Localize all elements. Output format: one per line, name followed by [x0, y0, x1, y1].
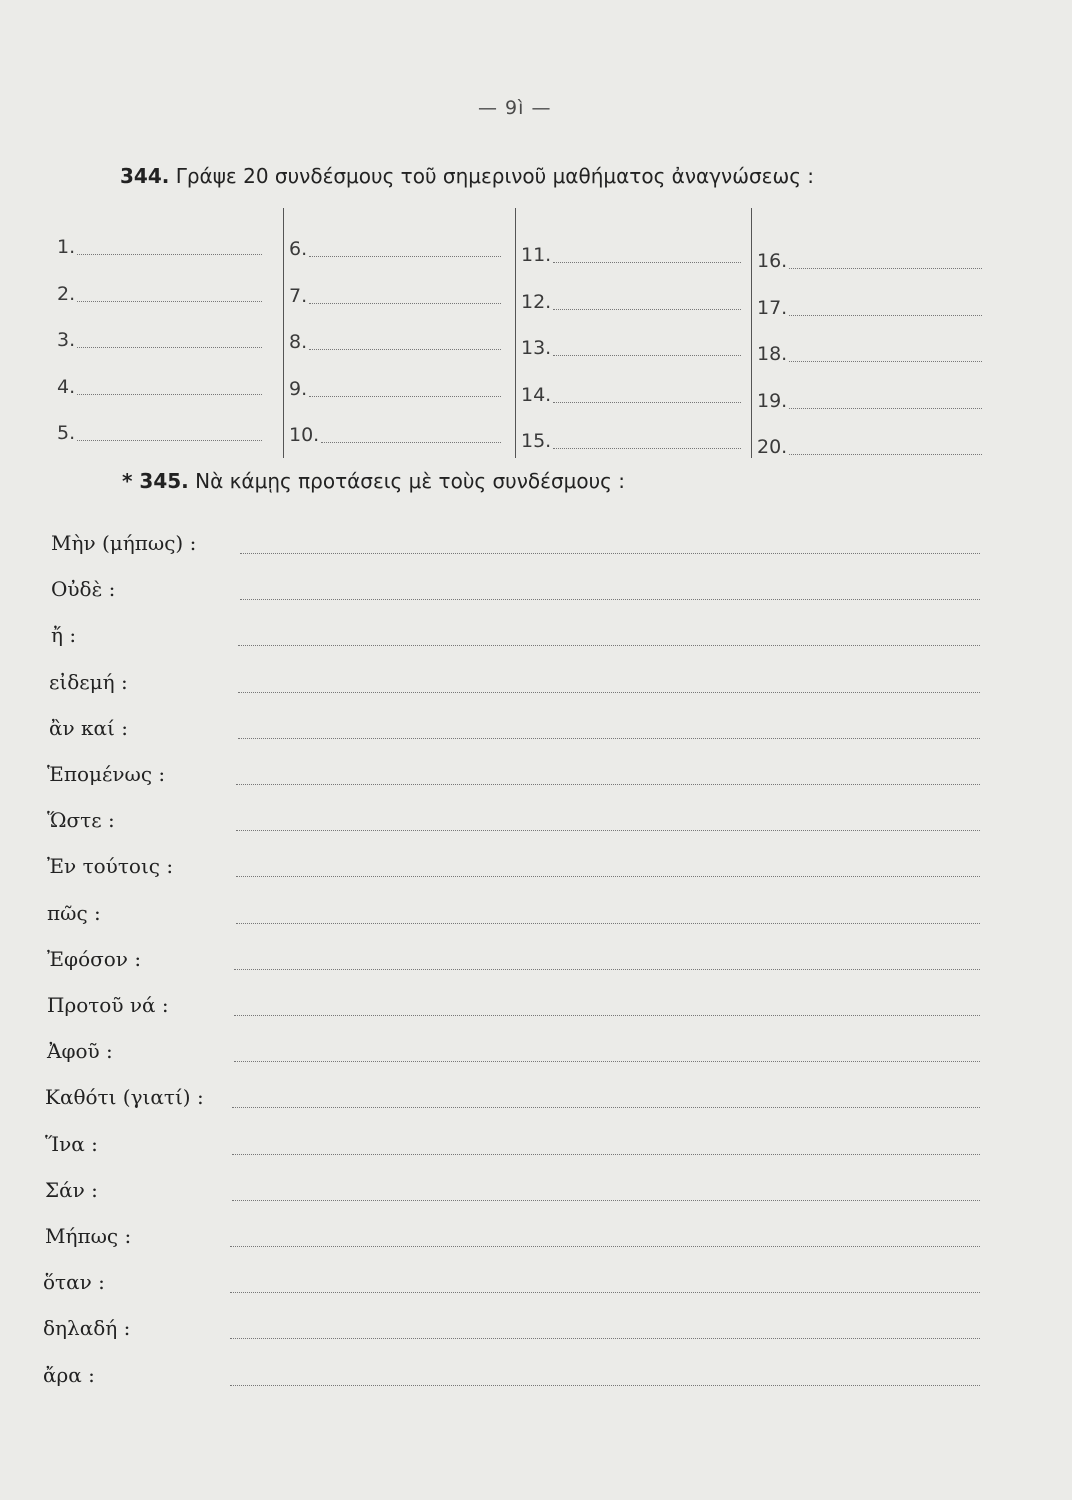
answer-blank[interactable]	[321, 442, 501, 443]
column-divider	[283, 208, 284, 458]
answer-row	[757, 382, 982, 412]
answer-number: 4.	[57, 376, 76, 398]
answer-number: 2.	[57, 283, 76, 305]
conjunction-label: εἰδεμή :	[49, 670, 128, 694]
answer-blank[interactable]	[789, 361, 982, 362]
sentence-blank[interactable]	[238, 738, 980, 739]
answer-blank[interactable]	[789, 408, 982, 409]
sentence-blank[interactable]	[238, 692, 980, 693]
answer-row	[757, 289, 982, 319]
sentence-blank[interactable]	[240, 599, 980, 600]
sentence-blank[interactable]	[230, 1246, 980, 1247]
answer-number: 7.	[289, 285, 308, 307]
sentence-blank[interactable]	[238, 645, 980, 646]
conjunction-label: Μήπως :	[45, 1224, 132, 1248]
answer-number: 1.	[57, 236, 76, 258]
conjunction-label: Καθότι (γιατί) :	[45, 1085, 204, 1109]
answer-row	[57, 321, 262, 351]
sentence-blank[interactable]	[232, 1154, 980, 1155]
sentence-row	[0, 1269, 1072, 1299]
conjunction-label: ὅταν :	[43, 1270, 105, 1294]
exercise-345-number: * 345.	[122, 469, 189, 493]
sentence-row	[0, 715, 1072, 745]
conjunction-label: Σάν :	[45, 1178, 98, 1202]
answer-row	[57, 275, 262, 305]
conjunction-label: δηλαδή :	[43, 1316, 131, 1340]
sentence-blank[interactable]	[236, 923, 980, 924]
answer-number: 8.	[289, 331, 308, 353]
answer-row	[521, 283, 741, 313]
answer-row	[289, 416, 501, 446]
answer-number: 18.	[757, 343, 788, 365]
answer-number: 10.	[289, 424, 320, 446]
sentence-row	[0, 761, 1072, 791]
answer-row	[57, 414, 262, 444]
answer-number: 5.	[57, 422, 76, 444]
answer-blank[interactable]	[553, 448, 741, 449]
answer-blank[interactable]	[789, 268, 982, 269]
sentence-row	[0, 576, 1072, 606]
answer-column	[521, 208, 741, 458]
sentence-blank[interactable]	[234, 1061, 980, 1062]
answer-number: 15.	[521, 430, 552, 452]
answer-blank[interactable]	[789, 315, 982, 316]
conjunction-label: Μὴν (μήπως) :	[51, 531, 197, 555]
sentence-row	[0, 1223, 1072, 1253]
exercise-344-instruction: Γράψε 20 συνδέσμους τοῦ σημερινοῦ μαθήματος ἀναγνώσεως :	[175, 164, 815, 188]
conjunction-label: Ἐφόσον :	[47, 947, 142, 971]
sentence-row	[0, 946, 1072, 976]
sentence-row	[0, 530, 1072, 560]
sentence-row	[0, 669, 1072, 699]
conjunction-label: Ἐν τούτοις :	[47, 854, 174, 878]
sentence-blank[interactable]	[230, 1292, 980, 1293]
answer-blank[interactable]	[553, 309, 741, 310]
sentence-blank[interactable]	[236, 784, 980, 785]
sentence-row	[0, 1177, 1072, 1207]
answer-blank[interactable]	[553, 402, 741, 403]
answer-number: 9.	[289, 378, 308, 400]
answer-row	[521, 376, 741, 406]
answer-column	[757, 208, 982, 458]
sentence-blank[interactable]	[230, 1338, 980, 1339]
answer-number: 12.	[521, 291, 552, 313]
answer-row	[57, 228, 262, 258]
conjunction-label: Ὥστε :	[47, 808, 115, 832]
sentence-blank[interactable]	[240, 553, 980, 554]
answer-blank[interactable]	[309, 303, 501, 304]
answer-row	[289, 277, 501, 307]
answer-blank[interactable]	[77, 347, 262, 348]
answer-number: 13.	[521, 337, 552, 359]
answer-row	[289, 230, 501, 260]
sentence-row	[0, 853, 1072, 883]
conjunction-label: Ἀφοῦ :	[47, 1039, 113, 1063]
sentence-row	[0, 900, 1072, 930]
sentence-blank[interactable]	[234, 1015, 980, 1016]
answer-number: 16.	[757, 250, 788, 272]
sentence-blank[interactable]	[232, 1107, 980, 1108]
answer-blank[interactable]	[77, 254, 262, 255]
answer-blank[interactable]	[309, 396, 501, 397]
answer-row	[289, 323, 501, 353]
conjunction-label: Προτοῦ νά :	[47, 993, 169, 1017]
sentence-row	[0, 992, 1072, 1022]
exercise-344-heading	[120, 164, 814, 188]
answer-number: 3.	[57, 329, 76, 351]
sentence-blank[interactable]	[234, 969, 980, 970]
exercise-345-instruction: Νὰ κάμῃς προτάσεις μὲ τοὺς συνδέσμους :	[195, 469, 626, 493]
answer-row	[757, 335, 982, 365]
column-divider	[515, 208, 516, 458]
answer-blank[interactable]	[553, 262, 741, 263]
answer-number: 14.	[521, 384, 552, 406]
sentence-blank[interactable]	[236, 830, 980, 831]
conjunction-label: Ἵνα :	[45, 1132, 98, 1156]
answer-number: 19.	[757, 390, 788, 412]
answer-row	[521, 236, 741, 266]
sentence-row	[0, 1315, 1072, 1345]
sentence-row	[0, 1131, 1072, 1161]
exercise-345-heading	[122, 469, 625, 493]
answer-blank[interactable]	[789, 454, 982, 455]
exercise-344-number: 344.	[120, 164, 170, 188]
column-divider	[751, 208, 752, 458]
conjunction-label: ἄρα :	[43, 1363, 95, 1387]
answer-blank[interactable]	[77, 440, 262, 441]
sentence-blank[interactable]	[230, 1385, 980, 1386]
answer-blank[interactable]	[77, 394, 262, 395]
sentence-row	[0, 1362, 1072, 1392]
answer-row	[289, 370, 501, 400]
conjunction-label: Ἑπομένως :	[47, 762, 166, 786]
answer-blank[interactable]	[77, 301, 262, 302]
page-number: — 9ì —	[478, 97, 552, 119]
conjunction-label: πῶς :	[47, 901, 101, 925]
answer-row	[757, 428, 982, 458]
answer-number: 17.	[757, 297, 788, 319]
sentence-row	[0, 807, 1072, 837]
answer-number: 6.	[289, 238, 308, 260]
answer-column	[57, 208, 262, 458]
answer-row	[521, 329, 741, 359]
answer-blank[interactable]	[309, 349, 501, 350]
answer-row	[57, 368, 262, 398]
answer-row	[521, 422, 741, 452]
sentence-blank[interactable]	[236, 876, 980, 877]
conjunction-label: ἂν καί :	[49, 716, 128, 740]
sentence-row	[0, 622, 1072, 652]
conjunction-label: ἤ :	[51, 623, 77, 647]
answer-blank[interactable]	[553, 355, 741, 356]
answer-blank[interactable]	[309, 256, 501, 257]
conjunction-label: Οὐδὲ :	[51, 577, 116, 601]
answer-column	[289, 208, 501, 458]
sentence-blank[interactable]	[232, 1200, 980, 1201]
answer-number: 20.	[757, 436, 788, 458]
answer-number: 11.	[521, 244, 552, 266]
answer-row	[757, 242, 982, 272]
sentence-row	[0, 1084, 1072, 1114]
sentence-row	[0, 1038, 1072, 1068]
